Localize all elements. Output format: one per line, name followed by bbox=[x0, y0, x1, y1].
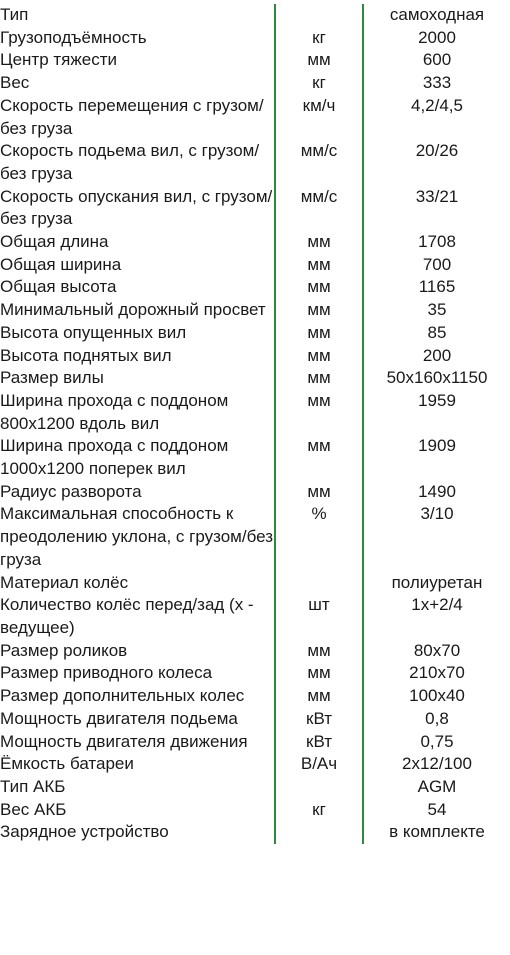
spec-unit: мм bbox=[275, 435, 363, 480]
spec-unit bbox=[275, 4, 363, 27]
spec-parameter: Тип bbox=[0, 5, 29, 24]
spec-row bbox=[0, 503, 510, 571]
spec-value: 600 bbox=[422, 50, 452, 70]
spec-row bbox=[0, 95, 510, 140]
spec-row bbox=[0, 367, 510, 390]
specifications-table bbox=[0, 4, 510, 844]
spec-unit: мм bbox=[275, 299, 363, 322]
spec-parameter: Количество колёс перед/зад (х - ведущее) bbox=[0, 595, 254, 637]
spec-parameter: Вес АКБ bbox=[0, 799, 67, 819]
spec-unit: % bbox=[275, 503, 363, 571]
spec-value: 20/26 bbox=[415, 141, 459, 161]
spec-value: 33/21 bbox=[415, 186, 459, 206]
spec-value: 2000 bbox=[418, 27, 456, 47]
spec-value: 80х70 bbox=[413, 640, 461, 660]
spec-value: 200 bbox=[422, 345, 452, 365]
spec-parameter: Центр тяжести bbox=[0, 50, 117, 70]
spec-parameter: Мощность двигателя подьема bbox=[0, 708, 238, 728]
spec-parameter: Скорость подьема вил, с грузом/без груза bbox=[0, 141, 260, 183]
spec-parameter: Ширина прохода с поддоном 1000х1200 поперек вил bbox=[0, 436, 229, 479]
spec-parameter: Тип АКБ bbox=[0, 776, 66, 796]
spec-unit: мм bbox=[275, 345, 363, 368]
spec-value: 0,8 bbox=[425, 708, 449, 728]
spec-row bbox=[0, 345, 510, 368]
spec-unit: шт bbox=[275, 594, 363, 639]
spec-row bbox=[0, 753, 510, 776]
spec-unit: мм bbox=[275, 254, 363, 277]
spec-unit: мм/с bbox=[275, 186, 363, 231]
spec-parameter: Ёмкость батареи bbox=[0, 754, 134, 774]
spec-row bbox=[0, 708, 510, 731]
spec-parameter: Максимальная способность к преодолению уклона, с грузом/без груза bbox=[0, 504, 273, 569]
spec-unit: кг bbox=[275, 27, 363, 50]
spec-unit: мм bbox=[275, 49, 363, 72]
spec-unit: мм bbox=[275, 685, 363, 708]
spec-value: 4,2/4,5 bbox=[411, 95, 463, 115]
spec-value: AGM bbox=[417, 776, 457, 796]
spec-unit: кг bbox=[275, 799, 363, 822]
spec-row bbox=[0, 481, 510, 504]
spec-row bbox=[0, 276, 510, 299]
spec-row bbox=[0, 640, 510, 663]
spec-row bbox=[0, 4, 510, 27]
spec-row bbox=[0, 49, 510, 72]
spec-unit bbox=[275, 776, 363, 799]
spec-unit: мм bbox=[275, 276, 363, 299]
spec-row bbox=[0, 140, 510, 185]
spec-value: 1х+2/4 bbox=[411, 595, 463, 615]
spec-row bbox=[0, 299, 510, 322]
spec-parameter: Ширина прохода с поддоном 800х1200 вдоль вил bbox=[0, 390, 229, 433]
spec-parameter: Скорость опускания вил, с грузом/без груза bbox=[0, 186, 273, 229]
spec-row bbox=[0, 322, 510, 345]
spec-value: 1490 bbox=[418, 481, 456, 501]
spec-unit: мм bbox=[275, 231, 363, 254]
spec-unit: мм bbox=[275, 322, 363, 345]
spec-row bbox=[0, 731, 510, 754]
spec-unit bbox=[275, 821, 363, 844]
spec-value: 35 bbox=[427, 300, 447, 320]
spec-row bbox=[0, 572, 510, 595]
spec-value: 0,75 bbox=[420, 731, 454, 751]
spec-value: в комплекте bbox=[389, 822, 485, 842]
spec-unit: кг bbox=[275, 72, 363, 95]
spec-value: 1708 bbox=[418, 232, 456, 252]
spec-value: полиуретан bbox=[391, 572, 483, 592]
spec-unit: мм bbox=[275, 481, 363, 504]
spec-parameter: Материал колёс bbox=[0, 572, 129, 592]
spec-unit: мм bbox=[275, 640, 363, 663]
spec-parameter: Минимальный дорожный просвет bbox=[0, 300, 266, 320]
spec-unit: мм bbox=[275, 367, 363, 390]
spec-parameter: Общая длина bbox=[0, 232, 109, 252]
spec-value: 3/10 bbox=[420, 504, 454, 524]
spec-parameter: Грузоподъёмность bbox=[0, 27, 147, 47]
spec-parameter: Размер дополнительных колес bbox=[0, 686, 245, 706]
spec-row bbox=[0, 662, 510, 685]
spec-unit: мм/с bbox=[275, 140, 363, 185]
spec-value: 1909 bbox=[418, 436, 456, 456]
spec-value: 54 bbox=[427, 799, 447, 819]
spec-parameter: Мощность двигателя движения bbox=[0, 731, 248, 751]
spec-row bbox=[0, 435, 510, 480]
spec-unit: мм bbox=[275, 662, 363, 685]
spec-parameter: Скорость перемещения с грузом/без груза bbox=[0, 95, 264, 138]
spec-unit: кВт bbox=[275, 731, 363, 754]
spec-unit: кВт bbox=[275, 708, 363, 731]
spec-value: 333 bbox=[422, 73, 452, 93]
spec-value: самоходная bbox=[389, 5, 485, 24]
spec-row bbox=[0, 72, 510, 95]
spec-parameter: Общая высота bbox=[0, 277, 117, 297]
spec-parameter: Размер приводного колеса bbox=[0, 663, 213, 683]
spec-value: 1959 bbox=[418, 390, 456, 410]
spec-value: 85 bbox=[427, 322, 447, 342]
spec-parameter: Размер вилы bbox=[0, 368, 104, 388]
spec-row bbox=[0, 799, 510, 822]
spec-parameter: Общая ширина bbox=[0, 254, 122, 274]
spec-row bbox=[0, 821, 510, 844]
spec-row bbox=[0, 186, 510, 231]
spec-parameter: Высота опущенных вил bbox=[0, 322, 187, 342]
spec-value: 2х12/100 bbox=[402, 754, 472, 774]
spec-value: 50х160х1150 bbox=[386, 368, 488, 388]
spec-value: 100х40 bbox=[409, 686, 465, 706]
spec-row bbox=[0, 685, 510, 708]
spec-unit bbox=[275, 572, 363, 595]
spec-row bbox=[0, 776, 510, 799]
spec-value: 210х70 bbox=[409, 663, 465, 683]
spec-value: 700 bbox=[422, 254, 452, 274]
spec-unit: В/Ач bbox=[275, 753, 363, 776]
spec-row bbox=[0, 27, 510, 50]
spec-parameter: Вес bbox=[0, 73, 30, 93]
spec-parameter: Размер роликов bbox=[0, 640, 128, 660]
spec-parameter: Высота поднятых вил bbox=[0, 345, 172, 365]
specifications-body bbox=[0, 4, 510, 844]
spec-row bbox=[0, 390, 510, 435]
spec-unit: мм bbox=[275, 390, 363, 435]
spec-row bbox=[0, 594, 510, 639]
spec-value: 1165 bbox=[418, 277, 456, 297]
spec-row bbox=[0, 254, 510, 277]
spec-row bbox=[0, 231, 510, 254]
spec-unit: км/ч bbox=[275, 95, 363, 140]
spec-parameter: Зарядное устройство bbox=[0, 822, 169, 842]
spec-parameter: Радиус разворота bbox=[0, 481, 142, 501]
